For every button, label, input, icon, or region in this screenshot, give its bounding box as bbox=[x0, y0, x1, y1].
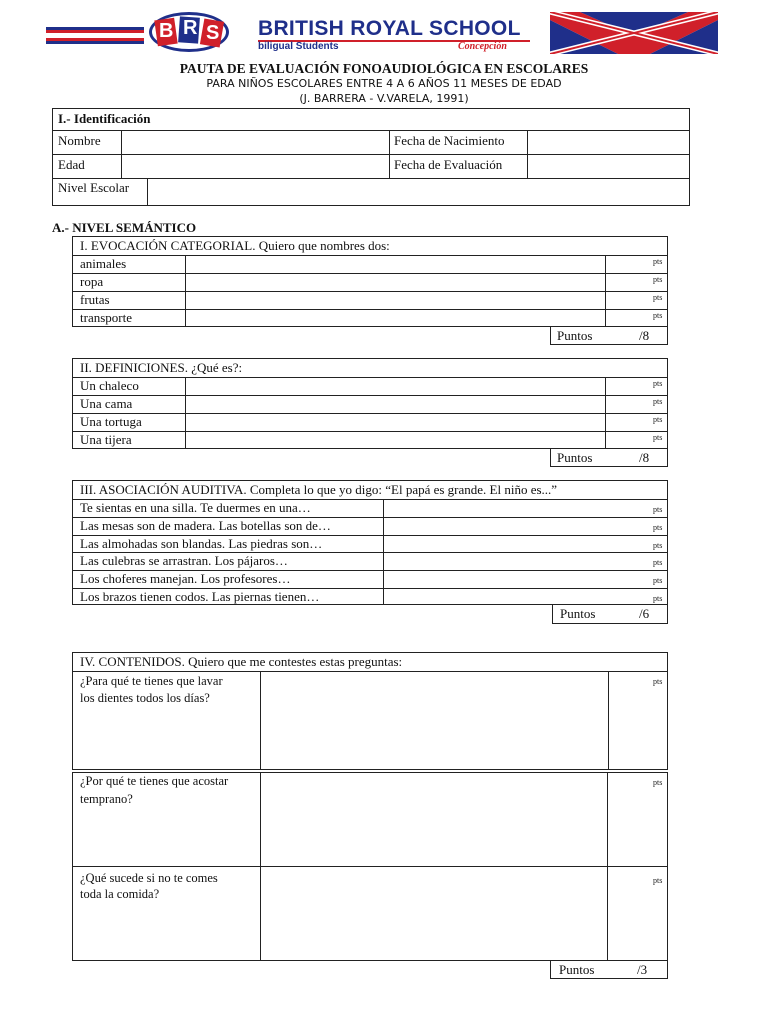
pts-label: pts bbox=[653, 523, 663, 532]
pts-label: pts bbox=[653, 876, 663, 885]
definiciones-item-cama: Una cama bbox=[80, 396, 133, 411]
asociacion-item-2: Las mesas son de madera. Las botellas son de… bbox=[80, 518, 331, 533]
document-authors: (J. BARRERA - V.VARELA, 1991) bbox=[299, 92, 469, 105]
contenidos-q2-answer[interactable] bbox=[260, 773, 606, 864]
field-edad[interactable] bbox=[122, 154, 388, 177]
asociacion-item-3: Las almohadas son blandas. Las piedras son… bbox=[80, 536, 323, 551]
definiciones-item-tortuga: Una tortuga bbox=[80, 414, 142, 429]
field-nombre[interactable] bbox=[122, 130, 388, 153]
label-fecha-nacimiento: Fecha de Nacimiento bbox=[394, 133, 505, 148]
logo-letter-b: B bbox=[159, 20, 174, 42]
identification-heading: I.- Identificación bbox=[58, 111, 151, 126]
tagline-right: Concepción bbox=[458, 41, 507, 52]
evocacion-puntos-label: Puntos bbox=[557, 328, 593, 343]
evocacion-title: I. EVOCACIÓN CATEGORIAL. Quiero que nombres dos: bbox=[80, 238, 390, 253]
evocacion-item-animales: animales bbox=[80, 256, 127, 271]
pts-label: pts bbox=[653, 433, 663, 442]
pts-label: pts bbox=[653, 379, 663, 388]
brs-logo bbox=[148, 11, 230, 53]
asociacion-puntos-label: Puntos bbox=[560, 606, 596, 621]
asociacion-item-4: Las culebras se arrastran. Los pájaros… bbox=[80, 553, 288, 568]
evocacion-item-transporte: transporte bbox=[80, 310, 132, 325]
contenidos-total: /3 bbox=[637, 962, 648, 977]
pts-label: pts bbox=[653, 558, 663, 567]
tagline-left: biligual Students bbox=[258, 41, 339, 52]
contenidos-q1-answer[interactable] bbox=[260, 672, 606, 768]
header-left-stripe bbox=[46, 27, 144, 44]
pts-label: pts bbox=[653, 541, 663, 550]
contenidos-q1-line1: ¿Para qué te tienes que lavar bbox=[80, 674, 223, 688]
asociacion-total: /6 bbox=[639, 606, 650, 621]
contenidos-title: IV. CONTENIDOS. Quiero que me contestes estas preguntas: bbox=[80, 654, 403, 669]
asociacion-item-1: Te sientas en una silla. Te duermes en una… bbox=[80, 500, 311, 515]
asociacion-item-6: Los brazos tienen codos. Las piernas tienen… bbox=[80, 589, 320, 604]
document-subtitle: PARA NIÑOS ESCOLARES ENTRE 4 A 6 AÑOS 11 MESES DE EDAD bbox=[206, 77, 562, 90]
pts-label: pts bbox=[653, 275, 663, 284]
evocacion-item-frutas: frutas bbox=[80, 292, 110, 307]
pts-label: pts bbox=[653, 576, 663, 585]
definiciones-puntos-label: Puntos bbox=[557, 450, 593, 465]
contenidos-q2-line1: ¿Por qué te tienes que acostar bbox=[80, 774, 229, 788]
contenidos-q3-line1: ¿Qué sucede si no te comes bbox=[80, 871, 218, 885]
pts-label: pts bbox=[653, 293, 663, 302]
contenidos-q2-line2: temprano? bbox=[80, 792, 133, 806]
field-fecha-nacimiento[interactable] bbox=[528, 130, 688, 153]
label-nivel-escolar: Nivel Escolar bbox=[58, 180, 130, 195]
evocacion-total: /8 bbox=[639, 328, 650, 343]
label-edad: Edad bbox=[58, 157, 85, 172]
label-nombre: Nombre bbox=[58, 133, 101, 148]
definiciones-item-tijera: Una tijera bbox=[80, 432, 132, 447]
field-fecha-evaluacion[interactable] bbox=[528, 154, 688, 177]
document-title: PAUTA DE EVALUACIÓN FONOAUDIOLÓGICA EN ESCOLARES bbox=[179, 61, 589, 76]
contenidos-q3-line2: toda la comida? bbox=[80, 887, 160, 901]
pts-label: pts bbox=[653, 778, 663, 787]
contenidos-puntos-label: Puntos bbox=[559, 962, 595, 977]
pts-label: pts bbox=[653, 415, 663, 424]
logo-letter-s: S bbox=[206, 22, 220, 44]
asociacion-item-5: Los choferes manejan. Los profesores… bbox=[80, 571, 291, 586]
definiciones-item-chaleco: Un chaleco bbox=[80, 378, 139, 393]
pts-label: pts bbox=[653, 677, 663, 686]
section-a-heading: A.- NIVEL SEMÁNTICO bbox=[52, 220, 197, 235]
evocacion-item-ropa: ropa bbox=[80, 274, 104, 289]
label-fecha-evaluacion: Fecha de Evaluación bbox=[394, 157, 503, 172]
pts-label: pts bbox=[653, 594, 663, 603]
logo-letter-r: R bbox=[183, 17, 198, 39]
definiciones-title: II. DEFINICIONES. ¿Qué es?: bbox=[80, 360, 243, 375]
field-nivel-escolar[interactable] bbox=[148, 178, 688, 205]
asociacion-title: III. ASOCIACIÓN AUDITIVA. Completa lo que yo digo: “El papá es grande. El niño es...” bbox=[80, 482, 558, 497]
pts-label: pts bbox=[653, 311, 663, 320]
definiciones-total: /8 bbox=[639, 450, 650, 465]
pts-label: pts bbox=[653, 505, 663, 514]
school-name: BRITISH ROYAL SCHOOL bbox=[258, 17, 521, 40]
pts-label: pts bbox=[653, 257, 663, 266]
contenidos-q3-answer[interactable] bbox=[260, 867, 606, 959]
pts-label: pts bbox=[653, 397, 663, 406]
contenidos-q1-line2: los dientes todos los días? bbox=[80, 691, 210, 705]
union-jack-logo bbox=[550, 12, 718, 54]
